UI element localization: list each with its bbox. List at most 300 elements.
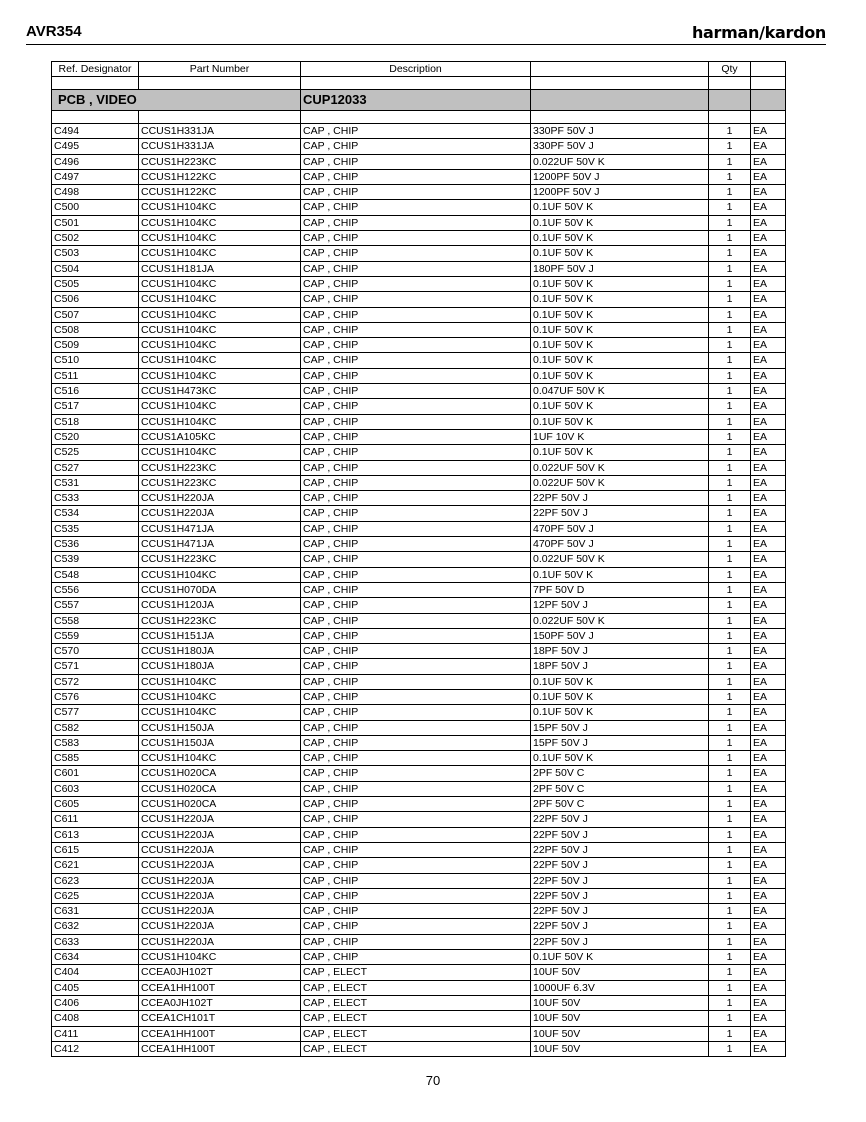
cell-ref-designator: C504	[52, 261, 139, 276]
cell-part-number: CCUS1H150JA	[139, 735, 301, 750]
cell-qty: 1	[709, 598, 751, 613]
cell-ref-designator: C585	[52, 751, 139, 766]
table-row	[52, 674, 786, 689]
cell-part-number: CCUS1H220JA	[139, 873, 301, 888]
cell-description: CAP , CHIP	[301, 384, 531, 399]
cell-ref-designator: C527	[52, 460, 139, 475]
table-row	[52, 965, 786, 980]
cell-part-number: CCUS1H220JA	[139, 919, 301, 934]
cell-qty: 1	[709, 582, 751, 597]
cell-unit: EA	[751, 1011, 786, 1026]
cell-description: CAP , CHIP	[301, 276, 531, 291]
table-row	[52, 705, 786, 720]
cell-description: CAP , CHIP	[301, 934, 531, 949]
cell-unit: EA	[751, 124, 786, 139]
cell-value: 7PF 50V D	[531, 582, 709, 597]
table-row	[52, 934, 786, 949]
cell-qty: 1	[709, 919, 751, 934]
cell-description: CAP , CHIP	[301, 705, 531, 720]
cell-qty: 1	[709, 261, 751, 276]
cell-qty: 1	[709, 506, 751, 521]
page-number: 70	[425, 1073, 441, 1088]
table-row	[52, 537, 786, 552]
cell-part-number: CCUS1H104KC	[139, 399, 301, 414]
cell-ref-designator: C408	[52, 1011, 139, 1026]
cell-description: CAP , CHIP	[301, 552, 531, 567]
cell-description: CAP , ELECT	[301, 995, 531, 1010]
cell-part-number: CCEA0JH102T	[139, 995, 301, 1010]
cell-description: CAP , CHIP	[301, 506, 531, 521]
cell-ref-designator: C520	[52, 429, 139, 444]
cell-value: 330PF 50V J	[531, 139, 709, 154]
cell-part-number: CCUS1H150JA	[139, 720, 301, 735]
cell-part-number: CCUS1H223KC	[139, 154, 301, 169]
cell-qty: 1	[709, 797, 751, 812]
column-header-unit	[751, 62, 786, 77]
cell-unit: EA	[751, 429, 786, 444]
table-row	[52, 261, 786, 276]
cell-qty: 1	[709, 674, 751, 689]
cell-unit: EA	[751, 751, 786, 766]
cell-part-number: CCUS1H104KC	[139, 338, 301, 353]
cell-qty: 1	[709, 613, 751, 628]
cell-value: 10UF 50V	[531, 1026, 709, 1041]
cell-value: 10UF 50V	[531, 995, 709, 1010]
cell-part-number: CCUS1H070DA	[139, 582, 301, 597]
cell-description: CAP , CHIP	[301, 246, 531, 261]
cell-unit: EA	[751, 858, 786, 873]
cell-value: 0.1UF 50V K	[531, 414, 709, 429]
cell-qty: 1	[709, 950, 751, 965]
cell-unit: EA	[751, 338, 786, 353]
header-divider	[26, 44, 826, 45]
cell-value: 15PF 50V J	[531, 720, 709, 735]
cell-part-number: CCUS1H104KC	[139, 751, 301, 766]
table-row	[52, 445, 786, 460]
cell-value: 2PF 50V C	[531, 766, 709, 781]
column-header-value	[531, 62, 709, 77]
cell-value: 0.022UF 50V K	[531, 613, 709, 628]
cell-ref-designator: C503	[52, 246, 139, 261]
cell-part-number: CCUS1H220JA	[139, 812, 301, 827]
cell-description: CAP , CHIP	[301, 475, 531, 490]
cell-description: CAP , CHIP	[301, 185, 531, 200]
cell-ref-designator: C633	[52, 934, 139, 949]
cell-description: CAP , CHIP	[301, 307, 531, 322]
cell-value: 10UF 50V	[531, 1041, 709, 1056]
cell-value: 0.1UF 50V K	[531, 215, 709, 230]
cell-description: CAP , CHIP	[301, 598, 531, 613]
cell-qty: 1	[709, 689, 751, 704]
cell-ref-designator: C539	[52, 552, 139, 567]
cell-unit: EA	[751, 384, 786, 399]
table-row	[52, 781, 786, 796]
cell-description: CAP , CHIP	[301, 689, 531, 704]
table-row	[52, 720, 786, 735]
cell-description: CAP , CHIP	[301, 322, 531, 337]
cell-part-number: CCUS1H122KC	[139, 169, 301, 184]
cell-ref-designator: C498	[52, 185, 139, 200]
cell-qty: 1	[709, 980, 751, 995]
cell-part-number: CCUS1H331JA	[139, 124, 301, 139]
cell-value: 22PF 50V J	[531, 858, 709, 873]
cell-qty: 1	[709, 460, 751, 475]
cell-description: CAP , CHIP	[301, 659, 531, 674]
cell-part-number: CCUS1H104KC	[139, 368, 301, 383]
cell-unit: EA	[751, 904, 786, 919]
cell-ref-designator: C557	[52, 598, 139, 613]
model-title: AVR354	[26, 23, 82, 40]
cell-ref-designator: C577	[52, 705, 139, 720]
cell-part-number: CCUS1H180JA	[139, 659, 301, 674]
cell-unit: EA	[751, 292, 786, 307]
cell-value: 0.047UF 50V K	[531, 384, 709, 399]
cell-unit: EA	[751, 399, 786, 414]
cell-part-number: CCUS1H120JA	[139, 598, 301, 613]
cell-description: CAP , CHIP	[301, 827, 531, 842]
cell-value: 180PF 50V J	[531, 261, 709, 276]
cell-qty: 1	[709, 491, 751, 506]
cell-unit: EA	[751, 659, 786, 674]
table-row	[52, 154, 786, 169]
cell-qty: 1	[709, 246, 751, 261]
cell-value: 0.1UF 50V K	[531, 338, 709, 353]
cell-qty: 1	[709, 659, 751, 674]
cell-description: CAP , CHIP	[301, 353, 531, 368]
table-row	[52, 276, 786, 291]
cell-description: CAP , ELECT	[301, 1041, 531, 1056]
cell-ref-designator: C508	[52, 322, 139, 337]
cell-value: 1UF 10V K	[531, 429, 709, 444]
cell-unit: EA	[751, 552, 786, 567]
cell-part-number: CCEA0JH102T	[139, 965, 301, 980]
cell-part-number: CCUS1H104KC	[139, 215, 301, 230]
cell-value: 22PF 50V J	[531, 873, 709, 888]
cell-description: CAP , CHIP	[301, 628, 531, 643]
cell-part-number: CCUS1H104KC	[139, 322, 301, 337]
cell-part-number: CCUS1H104KC	[139, 445, 301, 460]
cell-description: CAP , CHIP	[301, 139, 531, 154]
cell-ref-designator: C625	[52, 888, 139, 903]
cell-ref-designator: C404	[52, 965, 139, 980]
cell-value: 0.022UF 50V K	[531, 475, 709, 490]
cell-ref-designator: C496	[52, 154, 139, 169]
cell-qty: 1	[709, 338, 751, 353]
cell-description: CAP , CHIP	[301, 414, 531, 429]
cell-ref-designator: C632	[52, 919, 139, 934]
table-row	[52, 552, 786, 567]
cell-ref-designator: C621	[52, 858, 139, 873]
cell-part-number: CCUS1H223KC	[139, 460, 301, 475]
cell-value: 2PF 50V C	[531, 781, 709, 796]
cell-description: CAP , CHIP	[301, 873, 531, 888]
cell-value: 0.1UF 50V K	[531, 399, 709, 414]
cell-unit: EA	[751, 231, 786, 246]
cell-unit: EA	[751, 689, 786, 704]
cell-part-number: CCUS1H122KC	[139, 185, 301, 200]
cell-qty: 1	[709, 307, 751, 322]
cell-value: 0.1UF 50V K	[531, 276, 709, 291]
cell-part-number: CCUS1H104KC	[139, 689, 301, 704]
cell-ref-designator: C615	[52, 842, 139, 857]
cell-unit: EA	[751, 185, 786, 200]
cell-value: 0.1UF 50V K	[531, 246, 709, 261]
parts-table-body	[52, 62, 786, 1057]
cell-description: CAP , ELECT	[301, 1026, 531, 1041]
cell-part-number: CCEA1HH100T	[139, 1026, 301, 1041]
table-row	[52, 628, 786, 643]
cell-qty: 1	[709, 537, 751, 552]
cell-unit: EA	[751, 215, 786, 230]
table-row	[52, 904, 786, 919]
cell-ref-designator: C576	[52, 689, 139, 704]
cell-part-number: CCUS1H220JA	[139, 904, 301, 919]
column-header-qty: Qty	[709, 62, 751, 77]
cell-value: 1200PF 50V J	[531, 185, 709, 200]
cell-ref-designator: C559	[52, 628, 139, 643]
cell-qty: 1	[709, 751, 751, 766]
cell-description: CAP , CHIP	[301, 919, 531, 934]
cell-description: CAP , CHIP	[301, 491, 531, 506]
cell-qty: 1	[709, 429, 751, 444]
cell-ref-designator: C631	[52, 904, 139, 919]
cell-unit: EA	[751, 276, 786, 291]
cell-unit: EA	[751, 705, 786, 720]
cell-unit: EA	[751, 842, 786, 857]
cell-ref-designator: C505	[52, 276, 139, 291]
cell-qty: 1	[709, 368, 751, 383]
cell-unit: EA	[751, 934, 786, 949]
cell-unit: EA	[751, 582, 786, 597]
cell-qty: 1	[709, 628, 751, 643]
cell-description: CAP , CHIP	[301, 904, 531, 919]
cell-ref-designator: C495	[52, 139, 139, 154]
cell-description: CAP , CHIP	[301, 720, 531, 735]
cell-description: CAP , CHIP	[301, 124, 531, 139]
cell-description: CAP , CHIP	[301, 368, 531, 383]
cell-qty: 1	[709, 124, 751, 139]
cell-value: 10UF 50V	[531, 1011, 709, 1026]
cell-description: CAP , CHIP	[301, 521, 531, 536]
cell-part-number: CCUS1H104KC	[139, 567, 301, 582]
cell-value: 22PF 50V J	[531, 812, 709, 827]
cell-value: 150PF 50V J	[531, 628, 709, 643]
cell-qty: 1	[709, 1041, 751, 1056]
cell-value: 1200PF 50V J	[531, 169, 709, 184]
table-row	[52, 307, 786, 322]
cell-description: CAP , CHIP	[301, 674, 531, 689]
cell-value: 330PF 50V J	[531, 124, 709, 139]
table-row	[52, 292, 786, 307]
cell-value: 2PF 50V C	[531, 797, 709, 812]
cell-unit: EA	[751, 766, 786, 781]
cell-qty: 1	[709, 445, 751, 460]
table-row	[52, 429, 786, 444]
cell-ref-designator: C583	[52, 735, 139, 750]
table-row	[52, 995, 786, 1010]
cell-unit: EA	[751, 261, 786, 276]
table-row	[52, 797, 786, 812]
table-row	[52, 858, 786, 873]
cell-unit: EA	[751, 322, 786, 337]
cell-ref-designator: C497	[52, 169, 139, 184]
cell-qty: 1	[709, 292, 751, 307]
column-header-part-number: Part Number	[139, 62, 301, 77]
cell-unit: EA	[751, 827, 786, 842]
spacer-row	[52, 111, 786, 124]
cell-part-number: CCUS1H473KC	[139, 384, 301, 399]
table-row	[52, 827, 786, 842]
cell-value: 470PF 50V J	[531, 537, 709, 552]
cell-qty: 1	[709, 384, 751, 399]
cell-qty: 1	[709, 1011, 751, 1026]
cell-description: CAP , CHIP	[301, 215, 531, 230]
cell-ref-designator: C582	[52, 720, 139, 735]
cell-value: 0.1UF 50V K	[531, 950, 709, 965]
cell-value: 18PF 50V J	[531, 659, 709, 674]
table-row	[52, 873, 786, 888]
cell-unit: EA	[751, 644, 786, 659]
cell-part-number: CCUS1H104KC	[139, 705, 301, 720]
cell-ref-designator: C510	[52, 353, 139, 368]
cell-part-number: CCUS1H104KC	[139, 674, 301, 689]
cell-ref-designator: C572	[52, 674, 139, 689]
table-row	[52, 582, 786, 597]
cell-description: CAP , CHIP	[301, 766, 531, 781]
cell-ref-designator: C548	[52, 567, 139, 582]
cell-unit: EA	[751, 613, 786, 628]
table-row	[52, 353, 786, 368]
table-row	[52, 185, 786, 200]
cell-ref-designator: C502	[52, 231, 139, 246]
table-row	[52, 399, 786, 414]
cell-qty: 1	[709, 231, 751, 246]
cell-unit: EA	[751, 475, 786, 490]
cell-part-number: CCUS1H104KC	[139, 292, 301, 307]
cell-qty: 1	[709, 766, 751, 781]
cell-ref-designator: C494	[52, 124, 139, 139]
table-row	[52, 735, 786, 750]
cell-unit: EA	[751, 781, 786, 796]
cell-unit: EA	[751, 307, 786, 322]
cell-qty: 1	[709, 705, 751, 720]
table-row	[52, 613, 786, 628]
table-row	[52, 169, 786, 184]
parts-table	[51, 61, 786, 1057]
cell-value: 22PF 50V J	[531, 919, 709, 934]
cell-ref-designator: C535	[52, 521, 139, 536]
table-row	[52, 919, 786, 934]
cell-unit: EA	[751, 200, 786, 215]
cell-ref-designator: C500	[52, 200, 139, 215]
cell-description: CAP , CHIP	[301, 445, 531, 460]
cell-description: CAP , CHIP	[301, 735, 531, 750]
table-row	[52, 888, 786, 903]
cell-ref-designator: C411	[52, 1026, 139, 1041]
section-name: PCB , VIDEO	[52, 90, 301, 111]
cell-part-number: CCUS1H471JA	[139, 521, 301, 536]
cell-qty: 1	[709, 995, 751, 1010]
table-row	[52, 215, 786, 230]
cell-part-number: CCEA1CH101T	[139, 1011, 301, 1026]
cell-value: 0.1UF 50V K	[531, 231, 709, 246]
cell-ref-designator: C611	[52, 812, 139, 827]
cell-unit: EA	[751, 567, 786, 582]
table-row	[52, 384, 786, 399]
cell-ref-designator: C516	[52, 384, 139, 399]
cell-value: 22PF 50V J	[531, 827, 709, 842]
cell-value: 0.1UF 50V K	[531, 292, 709, 307]
cell-ref-designator: C501	[52, 215, 139, 230]
cell-qty: 1	[709, 139, 751, 154]
cell-part-number: CCUS1H220JA	[139, 827, 301, 842]
cell-value: 0.1UF 50V K	[531, 322, 709, 337]
table-row	[52, 1011, 786, 1026]
cell-description: CAP , CHIP	[301, 644, 531, 659]
table-row	[52, 338, 786, 353]
cell-unit: EA	[751, 965, 786, 980]
brand-logo: harman/kardon	[691, 23, 826, 42]
table-row	[52, 139, 786, 154]
cell-ref-designator: C506	[52, 292, 139, 307]
cell-description: CAP , CHIP	[301, 399, 531, 414]
cell-ref-designator: C558	[52, 613, 139, 628]
cell-ref-designator: C603	[52, 781, 139, 796]
cell-part-number: CCUS1H220JA	[139, 491, 301, 506]
column-header-ref-designator: Ref. Designator	[52, 62, 139, 77]
cell-qty: 1	[709, 200, 751, 215]
cell-unit: EA	[751, 154, 786, 169]
cell-description: CAP , CHIP	[301, 842, 531, 857]
cell-value: 0.1UF 50V K	[531, 353, 709, 368]
cell-part-number: CCUS1H104KC	[139, 276, 301, 291]
cell-part-number: CCUS1H104KC	[139, 231, 301, 246]
cell-ref-designator: C571	[52, 659, 139, 674]
cell-unit: EA	[751, 353, 786, 368]
table-row	[52, 1041, 786, 1056]
cell-ref-designator: C531	[52, 475, 139, 490]
cell-qty: 1	[709, 322, 751, 337]
cell-value: 0.1UF 50V K	[531, 445, 709, 460]
cell-description: CAP , CHIP	[301, 169, 531, 184]
cell-ref-designator: C511	[52, 368, 139, 383]
cell-unit: EA	[751, 1041, 786, 1056]
table-row	[52, 200, 786, 215]
cell-ref-designator: C525	[52, 445, 139, 460]
cell-value: 470PF 50V J	[531, 521, 709, 536]
table-header-row	[52, 62, 786, 77]
cell-qty: 1	[709, 1026, 751, 1041]
table-row	[52, 812, 786, 827]
cell-ref-designator: C605	[52, 797, 139, 812]
cell-description: CAP , CHIP	[301, 429, 531, 444]
cell-qty: 1	[709, 552, 751, 567]
cell-unit: EA	[751, 950, 786, 965]
cell-qty: 1	[709, 154, 751, 169]
cell-qty: 1	[709, 353, 751, 368]
cell-unit: EA	[751, 460, 786, 475]
cell-qty: 1	[709, 215, 751, 230]
cell-qty: 1	[709, 934, 751, 949]
cell-value: 22PF 50V J	[531, 491, 709, 506]
cell-unit: EA	[751, 445, 786, 460]
cell-ref-designator: C517	[52, 399, 139, 414]
cell-part-number: CCUS1H223KC	[139, 475, 301, 490]
cell-description: CAP , CHIP	[301, 261, 531, 276]
cell-unit: EA	[751, 720, 786, 735]
cell-value: 0.1UF 50V K	[531, 705, 709, 720]
cell-value: 0.1UF 50V K	[531, 674, 709, 689]
